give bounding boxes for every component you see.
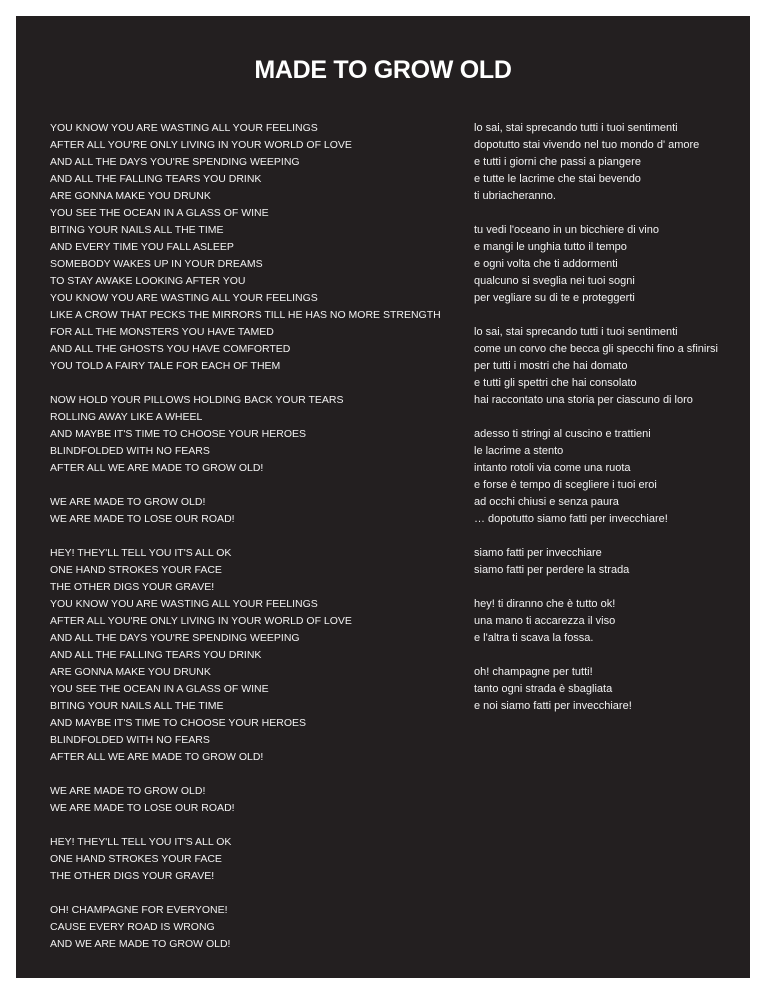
- italian-lyric-line: lo sai, stai sprecando tutti i tuoi sentimenti: [474, 122, 678, 134]
- song-title: MADE TO GROW OLD: [254, 56, 512, 84]
- english-lyric-line: THE OTHER DIGS YOUR GRAVE!: [50, 581, 215, 593]
- english-lyric-line: AND ALL THE DAYS YOU'RE SPENDING WEEPING: [50, 632, 300, 644]
- english-lyric-line: ONE HAND STROKES YOUR FACE: [50, 853, 222, 865]
- english-lyric-line: ROLLING AWAY LIKE A WHEEL: [50, 411, 203, 423]
- italian-stanza: [474, 664, 744, 715]
- english-lyric-line: YOU SEE THE OCEAN IN A GLASS OF WINE: [50, 207, 269, 219]
- english-lyric-line: CAUSE EVERY ROAD IS WRONG: [50, 921, 215, 933]
- english-stanza: [50, 834, 450, 885]
- italian-lyric-line: e tutti i giorni che passi a piangere: [474, 156, 641, 168]
- english-lyric-line: OH! CHAMPAGNE FOR EVERYONE!: [50, 904, 228, 916]
- english-lyric-line: LIKE A CROW THAT PECKS THE MIRRORS TILL HE HAS NO MORE STRENGTH: [50, 309, 441, 321]
- english-stanza: [50, 902, 450, 953]
- italian-lyric-line: e mangi le unghia tutto il tempo: [474, 241, 627, 253]
- english-stanza: [50, 783, 450, 817]
- english-lyric-line: BITING YOUR NAILS ALL THE TIME: [50, 700, 224, 712]
- english-stanza: [50, 545, 450, 766]
- italian-lyric-line: siamo fatti per perdere la strada: [474, 564, 630, 576]
- english-lyric-line: FOR ALL THE MONSTERS YOU HAVE TAMED: [50, 326, 274, 338]
- italian-lyric-line: e ogni volta che ti addormenti: [474, 258, 618, 270]
- italian-lyric-line: e tutte le lacrime che stai bevendo: [474, 173, 641, 185]
- italian-stanza: [474, 545, 744, 579]
- italian-stanza: [474, 596, 744, 647]
- italian-lyric-line: e forse è tempo di scegliere i tuoi eroi: [474, 479, 657, 491]
- italian-lyric-line: come un corvo che becca gli specchi fino a sfinirsi: [474, 343, 718, 355]
- italian-lyric-line: hey! ti diranno che è tutto ok!: [474, 598, 616, 610]
- english-stanza: [50, 392, 450, 477]
- english-lyric-line: ONE HAND STROKES YOUR FACE: [50, 564, 222, 576]
- english-lyric-line: WE ARE MADE TO LOSE OUR ROAD!: [50, 513, 235, 525]
- english-lyric-line: AFTER ALL WE ARE MADE TO GROW OLD!: [50, 462, 264, 474]
- english-lyric-line: AND ALL THE GHOSTS YOU HAVE COMFORTED: [50, 343, 291, 355]
- english-lyric-line: AND ALL THE DAYS YOU'RE SPENDING WEEPING: [50, 156, 300, 168]
- english-lyric-line: YOU KNOW YOU ARE WASTING ALL YOUR FEELINGS: [50, 122, 318, 134]
- english-lyric-line: AFTER ALL WE ARE MADE TO GROW OLD!: [50, 751, 264, 763]
- italian-lyric-line: adesso ti stringi al cuscino e trattieni: [474, 428, 651, 440]
- italian-lyric-line: una mano ti accarezza il viso: [474, 615, 616, 627]
- english-lyric-line: WE ARE MADE TO GROW OLD!: [50, 785, 206, 797]
- english-lyric-line: YOU KNOW YOU ARE WASTING ALL YOUR FEELINGS: [50, 598, 318, 610]
- english-stanza: [50, 120, 450, 375]
- english-lyric-line: BITING YOUR NAILS ALL THE TIME: [50, 224, 224, 236]
- english-lyric-line: HEY! THEY'LL TELL YOU IT'S ALL OK: [50, 547, 232, 559]
- english-lyric-line: HEY! THEY'LL TELL YOU IT'S ALL OK: [50, 836, 232, 848]
- english-lyric-line: AND MAYBE IT'S TIME TO CHOOSE YOUR HEROES: [50, 717, 306, 729]
- italian-lyric-line: tanto ogni strada è sbagliata: [474, 683, 613, 695]
- italian-lyrics-column: [474, 120, 744, 732]
- italian-lyric-line: tu vedi l'oceano in un bicchiere di vino: [474, 224, 659, 236]
- italian-lyric-line: intanto rotoli via come una ruota: [474, 462, 631, 474]
- english-stanza: [50, 494, 450, 528]
- english-lyric-line: AND MAYBE IT'S TIME TO CHOOSE YOUR HEROES: [50, 428, 306, 440]
- italian-lyric-line: per tutti i mostri che hai domato: [474, 360, 628, 372]
- lyrics-sheet: [16, 16, 750, 978]
- italian-lyric-line: e tutti gli spettri che hai consolato: [474, 377, 637, 389]
- italian-lyric-line: qualcuno si sveglia nei tuoi sogni: [474, 275, 635, 287]
- english-lyric-line: YOU KNOW YOU ARE WASTING ALL YOUR FEELINGS: [50, 292, 318, 304]
- english-lyric-line: AFTER ALL YOU'RE ONLY LIVING IN YOUR WORLD OF LOVE: [50, 139, 352, 151]
- italian-stanza: [474, 324, 744, 409]
- italian-lyric-line: ti ubriacheranno.: [474, 190, 556, 202]
- italian-lyric-line: e l'altra ti scava la fossa.: [474, 632, 594, 644]
- english-lyric-line: WE ARE MADE TO LOSE OUR ROAD!: [50, 802, 235, 814]
- italian-lyric-line: siamo fatti per invecchiare: [474, 547, 602, 559]
- italian-lyric-line: ad occhi chiusi e senza paura: [474, 496, 619, 508]
- italian-lyric-line: lo sai, stai sprecando tutti i tuoi sentimenti: [474, 326, 678, 338]
- italian-stanza: [474, 120, 744, 205]
- english-lyric-line: AFTER ALL YOU'RE ONLY LIVING IN YOUR WORLD OF LOVE: [50, 615, 352, 627]
- english-lyric-line: ARE GONNA MAKE YOU DRUNK: [50, 190, 211, 202]
- italian-lyric-line: le lacrime a stento: [474, 445, 564, 457]
- italian-lyric-line: e noi siamo fatti per invecchiare!: [474, 700, 632, 712]
- english-lyrics-column: [50, 120, 450, 970]
- english-lyric-line: AND EVERY TIME YOU FALL ASLEEP: [50, 241, 234, 253]
- italian-lyric-line: per vegliare su di te e proteggerti: [474, 292, 635, 304]
- italian-lyric-line: dopotutto stai vivendo nel tuo mondo d' amore: [474, 139, 700, 151]
- english-lyric-line: ARE GONNA MAKE YOU DRUNK: [50, 666, 211, 678]
- english-lyric-line: BLINDFOLDED WITH NO FEARS: [50, 445, 210, 457]
- english-lyric-line: WE ARE MADE TO GROW OLD!: [50, 496, 206, 508]
- italian-lyric-line: … dopotutto siamo fatti per invecchiare!: [474, 513, 668, 525]
- italian-lyric-line: oh! champagne per tutti!: [474, 666, 593, 678]
- italian-stanza: [474, 222, 744, 307]
- italian-stanza: [474, 426, 744, 528]
- english-lyric-line: AND ALL THE FALLING TEARS YOU DRINK: [50, 173, 262, 185]
- english-lyric-line: AND ALL THE FALLING TEARS YOU DRINK: [50, 649, 262, 661]
- english-lyric-line: SOMEBODY WAKES UP IN YOUR DREAMS: [50, 258, 263, 270]
- english-lyric-line: NOW HOLD YOUR PILLOWS HOLDING BACK YOUR TEARS: [50, 394, 344, 406]
- english-lyric-line: TO STAY AWAKE LOOKING AFTER YOU: [50, 275, 246, 287]
- english-lyric-line: BLINDFOLDED WITH NO FEARS: [50, 734, 210, 746]
- english-lyric-line: AND WE ARE MADE TO GROW OLD!: [50, 938, 231, 950]
- english-lyric-line: YOU SEE THE OCEAN IN A GLASS OF WINE: [50, 683, 269, 695]
- italian-lyric-line: hai raccontato una storia per ciascuno di loro: [474, 394, 693, 406]
- english-lyric-line: YOU TOLD A FAIRY TALE FOR EACH OF THEM: [50, 360, 281, 372]
- english-lyric-line: THE OTHER DIGS YOUR GRAVE!: [50, 870, 215, 882]
